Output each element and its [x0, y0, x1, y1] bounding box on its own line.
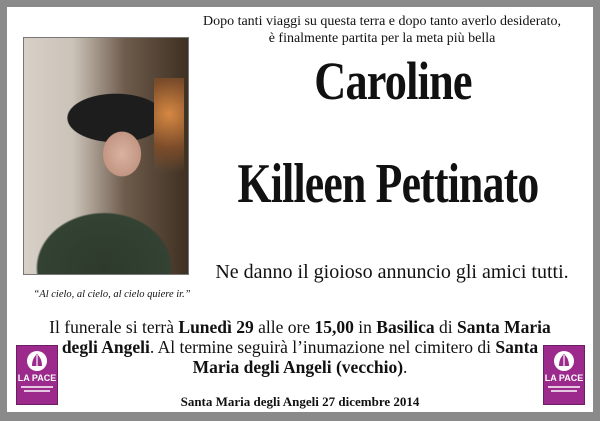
- funeral-location: Santa Maria degli Angeli: [61, 317, 551, 357]
- intro-line-1: Dopo tanti viaggi su questa terra e dopo tanto averlo desiderato,: [202, 14, 562, 29]
- intro-text: [167, 13, 593, 47]
- last-name: Killeen Pettinato: [237, 153, 539, 215]
- logo-fine-print: [24, 390, 50, 392]
- funeral-home-logo-left: [16, 345, 58, 405]
- logo-fine-print: [548, 386, 580, 388]
- first-name: Caroline: [314, 51, 472, 111]
- funeral-text: Il funerale si terrà: [49, 317, 179, 337]
- funeral-text: di: [434, 317, 457, 337]
- funeral-text: alle ore: [253, 317, 315, 337]
- intro-line-2: è finalmente partita per la meta più bella: [268, 31, 496, 46]
- hands-icon: [553, 350, 575, 372]
- logo-brand: LA PACE: [544, 373, 584, 383]
- funeral-text: in: [353, 317, 377, 337]
- cemetery-name: Santa Maria degli Angeli (vecchio): [192, 337, 539, 377]
- funeral-day: Lunedì 29: [178, 317, 254, 337]
- funeral-text: . Al termine seguirà l’inumazione nel cimitero di: [149, 337, 496, 357]
- announcement: Ne danno il gioioso annuncio gli amici tutti.: [215, 261, 569, 283]
- funeral-home-logo-right: [543, 345, 585, 405]
- logo-brand: LA PACE: [17, 373, 57, 383]
- funeral-text: .: [403, 357, 408, 377]
- background-light: [154, 78, 184, 198]
- funeral-details: [47, 317, 553, 377]
- hands-icon: [26, 350, 48, 372]
- funeral-church: Basilica: [376, 317, 435, 337]
- quote: “Al cielo, al cielo, al cielo quiere ir.”: [33, 289, 191, 300]
- logo-fine-print: [21, 386, 53, 388]
- funeral-time: 15,00: [314, 317, 354, 337]
- obituary-notice: [7, 7, 593, 412]
- logo-fine-print: [551, 390, 577, 392]
- portrait-photo: [23, 37, 189, 275]
- dateline: Santa Maria degli Angeli 27 dicembre 2014: [180, 394, 420, 409]
